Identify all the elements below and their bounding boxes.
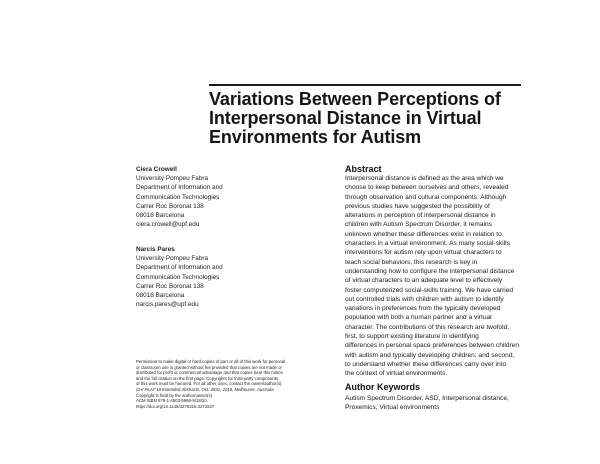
permission-line: and the full citation on the first page. Copyrights for third-party components bbox=[136, 375, 279, 381]
keywords-line: Proxemics, Virtual environments bbox=[345, 404, 440, 412]
abstract-line: to understand whether these differences carry over into bbox=[345, 360, 507, 368]
author-affiliation-line: 08018 Barcelona bbox=[136, 292, 185, 300]
abstract-line: previous studies have suggested the possibility of bbox=[345, 202, 490, 210]
abstract-line: unknown whether these differences exist in relation to bbox=[345, 230, 502, 238]
author-block bbox=[136, 165, 336, 229]
author-affiliation-line: University Pompeu Fabra bbox=[136, 255, 209, 263]
abstract-heading: Abstract bbox=[345, 164, 382, 174]
author-affiliation-line: Carrer Roc Boronat 138 bbox=[136, 202, 204, 210]
abstract-body bbox=[345, 174, 545, 379]
author-block bbox=[136, 245, 336, 309]
abstract-line: the context of virtual environments. bbox=[345, 370, 448, 378]
author-affiliation-line: Department of Information and bbox=[136, 264, 223, 272]
abstract-line: understanding how to configure the interpersonal distance bbox=[345, 267, 515, 275]
title-rule bbox=[209, 84, 521, 86]
abstract-line: foster computerized social-skills training. We have carried bbox=[345, 286, 514, 294]
title-line: Interpersonal Distance in Virtual bbox=[209, 108, 482, 128]
permission-line: distributed for profit or commercial advantage and that copies bear this notice bbox=[136, 370, 283, 376]
author-affiliation-line: Department of Information and bbox=[136, 184, 223, 192]
author-name: Ciera Crowell bbox=[136, 166, 177, 173]
abstract-line: teach social behaviors, this research is key in bbox=[345, 258, 478, 266]
author-email[interactable]: ciera.crowell@upf.edu bbox=[136, 221, 200, 229]
author-affiliation-line: University Pompeu Fabra bbox=[136, 175, 209, 183]
abstract-line: Interpersonal distance is defined as the area which we bbox=[345, 175, 504, 182]
permission-line: of this work must be honored. For all other uses, contact the owner/author(s). bbox=[136, 381, 283, 387]
author-affiliation-line: Carrer Roc Boronat 138 bbox=[136, 282, 204, 290]
abstract-line: population with both a human partner and a virtual bbox=[345, 314, 492, 322]
abstract-line: of virtual characters to an adequate level to effectively bbox=[345, 277, 503, 285]
keywords-body bbox=[345, 394, 545, 413]
permission-line: or classroom use is granted without fee provided that copies are not made or bbox=[136, 364, 282, 370]
doi-link[interactable]: https://doi.org/10.1145/3270316.3271537 bbox=[136, 403, 215, 409]
author-affiliation-line: Communication Technologies bbox=[136, 273, 220, 281]
abstract-line: variations in preferences from the typically developed bbox=[345, 305, 501, 313]
author-email[interactable]: narcis.pares@upf.edu bbox=[136, 301, 199, 309]
abstract-line: through observation and cultural components. Although bbox=[345, 193, 507, 201]
paper-title bbox=[209, 90, 539, 147]
keywords-line: Autism Spectrum Disorder, ASD, Interpersonal distance, bbox=[345, 395, 509, 402]
abstract-line: characters in a virtual environment. As many social-skills bbox=[345, 240, 510, 248]
abstract-line: first, to support existing literature in identifying bbox=[345, 333, 479, 341]
abstract-line: children with Autism Spectrum Disorder, it remains bbox=[345, 221, 492, 229]
author-name: Narcis Pares bbox=[136, 246, 175, 253]
permission-line: Permission to make digital or hard copies of part or all of this work for personal bbox=[136, 359, 286, 364]
abstract-line: interventions for autism rely upon virtual characters to bbox=[345, 249, 502, 257]
abstract-line: out controlled trials with children with autism to identify bbox=[345, 295, 504, 303]
permission-notice bbox=[136, 359, 336, 409]
abstract-line: with autism and typically developing children; and second, bbox=[345, 351, 515, 359]
abstract-line: differences in personal space preferences between children bbox=[345, 342, 519, 350]
title-line: Environments for Autism bbox=[209, 127, 422, 147]
author-affiliation-line: 08018 Barcelona bbox=[136, 212, 185, 220]
abstract-line: choose to keep between ourselves and others, revealed bbox=[345, 184, 509, 192]
keywords-heading: Author Keywords bbox=[345, 382, 421, 392]
isbn-line: ACM ISBN 978-1-4503-5968-9/18/10. bbox=[136, 398, 208, 404]
conference-line: CHI PLAY'18 Extended Abstracts, Oct. 2831, 2018, Melbourne, Australia bbox=[136, 386, 274, 392]
abstract-line: alterations in perception of interpersonal distance in bbox=[345, 212, 496, 220]
author-affiliation-line: Communication Technologies bbox=[136, 193, 220, 201]
title-line: Variations Between Perceptions of bbox=[209, 89, 501, 109]
permission-line: Copyright is held by the author/owner(s). bbox=[136, 392, 214, 398]
abstract-line: character. The contributions of this research are twofold: bbox=[345, 323, 510, 331]
